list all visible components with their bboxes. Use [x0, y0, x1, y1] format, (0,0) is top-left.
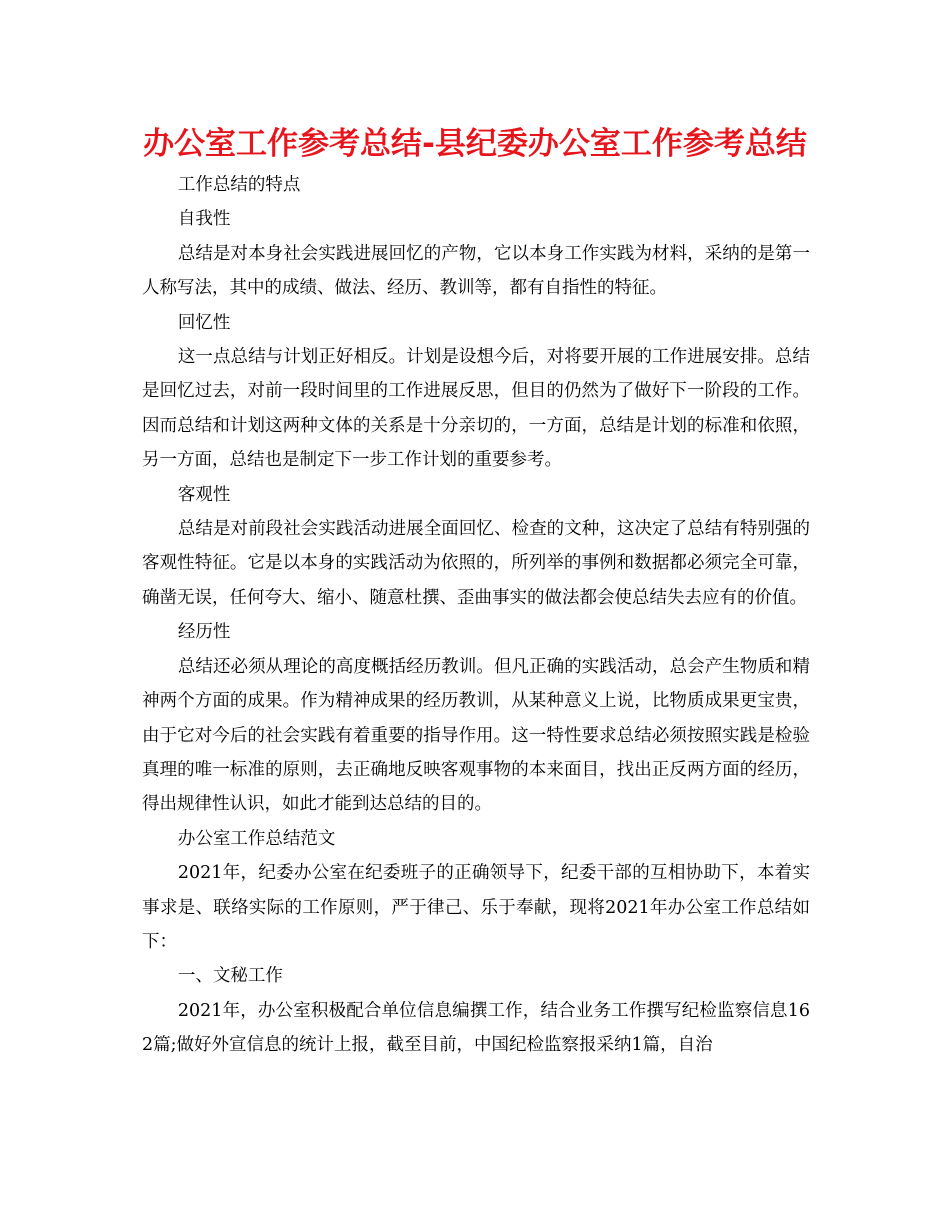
paragraph-self: 总结是对本身社会实践进展回忆的产物，它以本身工作实践为材料，采纳的是第一人称写法，其中的成绩、做法、经历、教训等，都有自指性的特征。 — [142, 243, 810, 299]
paragraph-intro: 2021年，纪委办公室在纪委班子的正确领导下，纪委干部的互相协助下，本着实事求是、联络实际的工作原则，严于律己、乐于奉献，现将2021年办公室工作总结如下： — [142, 863, 810, 952]
subheading-secretarial: 一、文秘工作 — [177, 966, 283, 987]
section-heading-features: 工作总结的特点 — [177, 175, 301, 195]
subheading-experience: 经历性 — [177, 622, 231, 643]
subheading-objective: 客观性 — [177, 484, 231, 505]
paragraph-review: 这一点总结与计划正好相反。计划是设想今后，对将要开展的工作进展安排。总结是回忆过去，对前一段时间里的工作进展反思，但目的仍然为了做好下一阶段的工作。因而总结和计划这两种文体的关系是十分亲切的，一方面，总结是计划的标准和依照，另一方面，总结也是制定下一步工作计划的重要参考。 — [142, 347, 810, 471]
section-heading-sample: 办公室工作总结范文 — [177, 828, 336, 849]
paragraph-experience: 总结还必须从理论的高度概括经历教训。但凡正确的实践活动，总会产生物质和精神两个方面的成果。作为精神成果的经历教训，从某种意义上说，比物质成果更宝贵，由于它对今后的社会实践有着重要的指导作用。这一特性要求总结必须按照实践是检验真理的唯一标准的原则，去正确地反映客观事物的本来面目，找出正反两方面的经历，得出规律性认识，如此才能到达总结的目的。 — [142, 656, 810, 815]
subheading-review: 回忆性 — [177, 312, 231, 333]
document-body — [142, 168, 810, 1063]
document-title: 办公室工作参考总结-县纪委办公室工作参考总结 — [143, 126, 807, 162]
paragraph-objective: 总结是对前段社会实践活动进展全面回忆、检查的文种，这决定了总结有特别强的客观性特征。它是以本身的实践活动为依照的，所列举的事例和数据都必须完全可靠，确凿无误，任何夸大、缩小、随意杜撰、歪曲事实的做法都会使总结失去应有的价值。 — [142, 519, 810, 608]
subheading-self: 自我性 — [177, 209, 231, 230]
paragraph-secretarial: 2021年，办公室积极配合单位信息编撰工作，结合业务工作撰写纪检监察信息162篇;做好外宣信息的统计上报，截至目前，中国纪检监察报采纳1篇，自治 — [142, 1000, 810, 1056]
